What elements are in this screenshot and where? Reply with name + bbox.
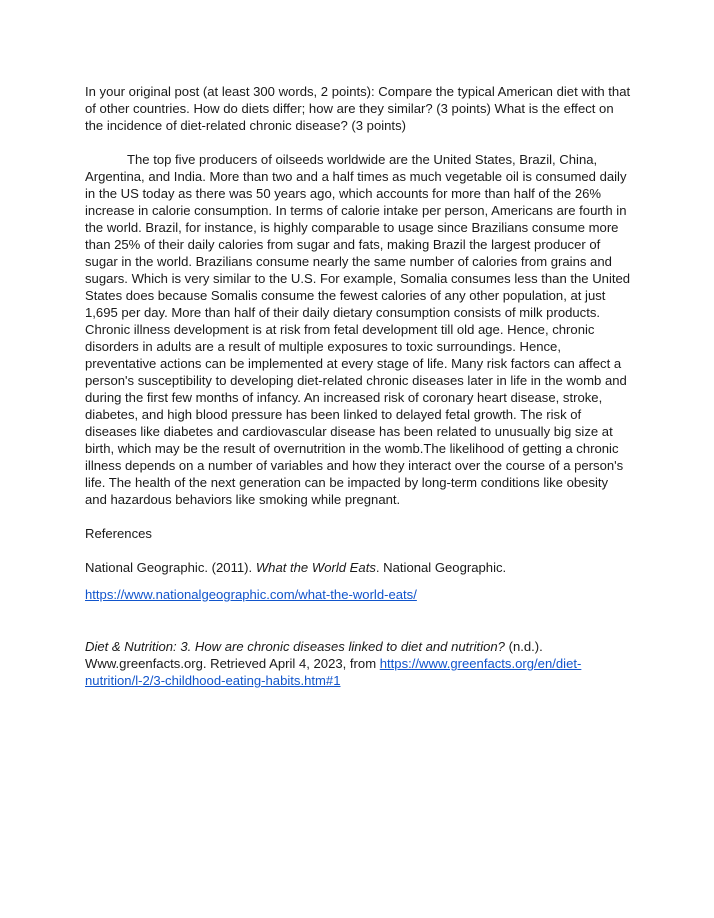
- reference-2-details: (n.d.). Www.greenfacts.org. Retrieved April 4, 2023, from: [85, 639, 543, 671]
- reference-2-title: Diet & Nutrition: 3. How are chronic diseases linked to diet and nutrition?: [85, 639, 505, 654]
- references-heading: References: [85, 526, 152, 541]
- reference-1-link[interactable]: https://www.nationalgeographic.com/what-the-world-eats/: [85, 587, 417, 602]
- reference-1: [85, 559, 633, 576]
- reference-1-title: What the World Eats: [255, 560, 376, 575]
- reference-2-link[interactable]: https://www.greenfacts.org/en/diet-nutrition/l-2/3-childhood-eating-habits.htm#1: [85, 656, 582, 688]
- reference-1-link-line: [85, 586, 633, 603]
- reference-1-author: National Geographic. (2011).: [85, 560, 256, 575]
- reference-1-publisher: . National Geographic.: [375, 560, 507, 575]
- reference-2: [85, 638, 633, 689]
- assignment-prompt: In your original post (at least 300 words, 2 points): Compare the typical American diet with that of other countries. How do diets differ; how are they similar? (3 points) What is the effect on the incidence of diet-related chronic disease? (3 points): [85, 84, 631, 133]
- essay-body: The top five producers of oilseeds worldwide are the United States, Brazil, China, Argentina, and India. More than two and a half times as much vegetable oil is consumed daily in the US today as there was 50 years ago, which accounts for more than half of the 26% increase in calorie consumption. In terms of calorie intake per person, Americans are fourth in the world. Brazil, for instance, is highly comparable to usage since Brazilians consume more than 25% of their daily calories from sugar and fats, making Brazil the largest producer of sugar in the world. Brazilians consume nearly the same number of calories from grains and sugars. Which is very similar to the U.S. For example, Somalia consumes less than the United States does because Somalis consume the fewest calories of any other population, at just 1,695 per day. More than half of their daily dietary consumption consists of milk products. Chronic illness development is at risk from fetal development till old age. Hence, chronic disorders in adults are a result of multiple exposures to toxic surroundings. Hence, preventative actions can be implemented at every stage of life. Many risk factors can affect a person's susceptibility to developing diet-related chronic diseases later in life in the womb and during the first few months of infancy. An increased risk of coronary heart disease, stroke, diabetes, and high blood pressure has been linked to delayed fetal growth. The risk of diseases like diabetes and cardiovascular disease has been related to unusually big size at birth, which may be the result of overnutrition in the womb.The likelihood of getting a chronic illness depends on a number of variables and how they interact over the course of a person's life. The health of the next generation can be impacted by long-term conditions like obesity and hazardous behaviors like smoking while pregnant.: [85, 152, 631, 507]
- document-page: [85, 83, 633, 699]
